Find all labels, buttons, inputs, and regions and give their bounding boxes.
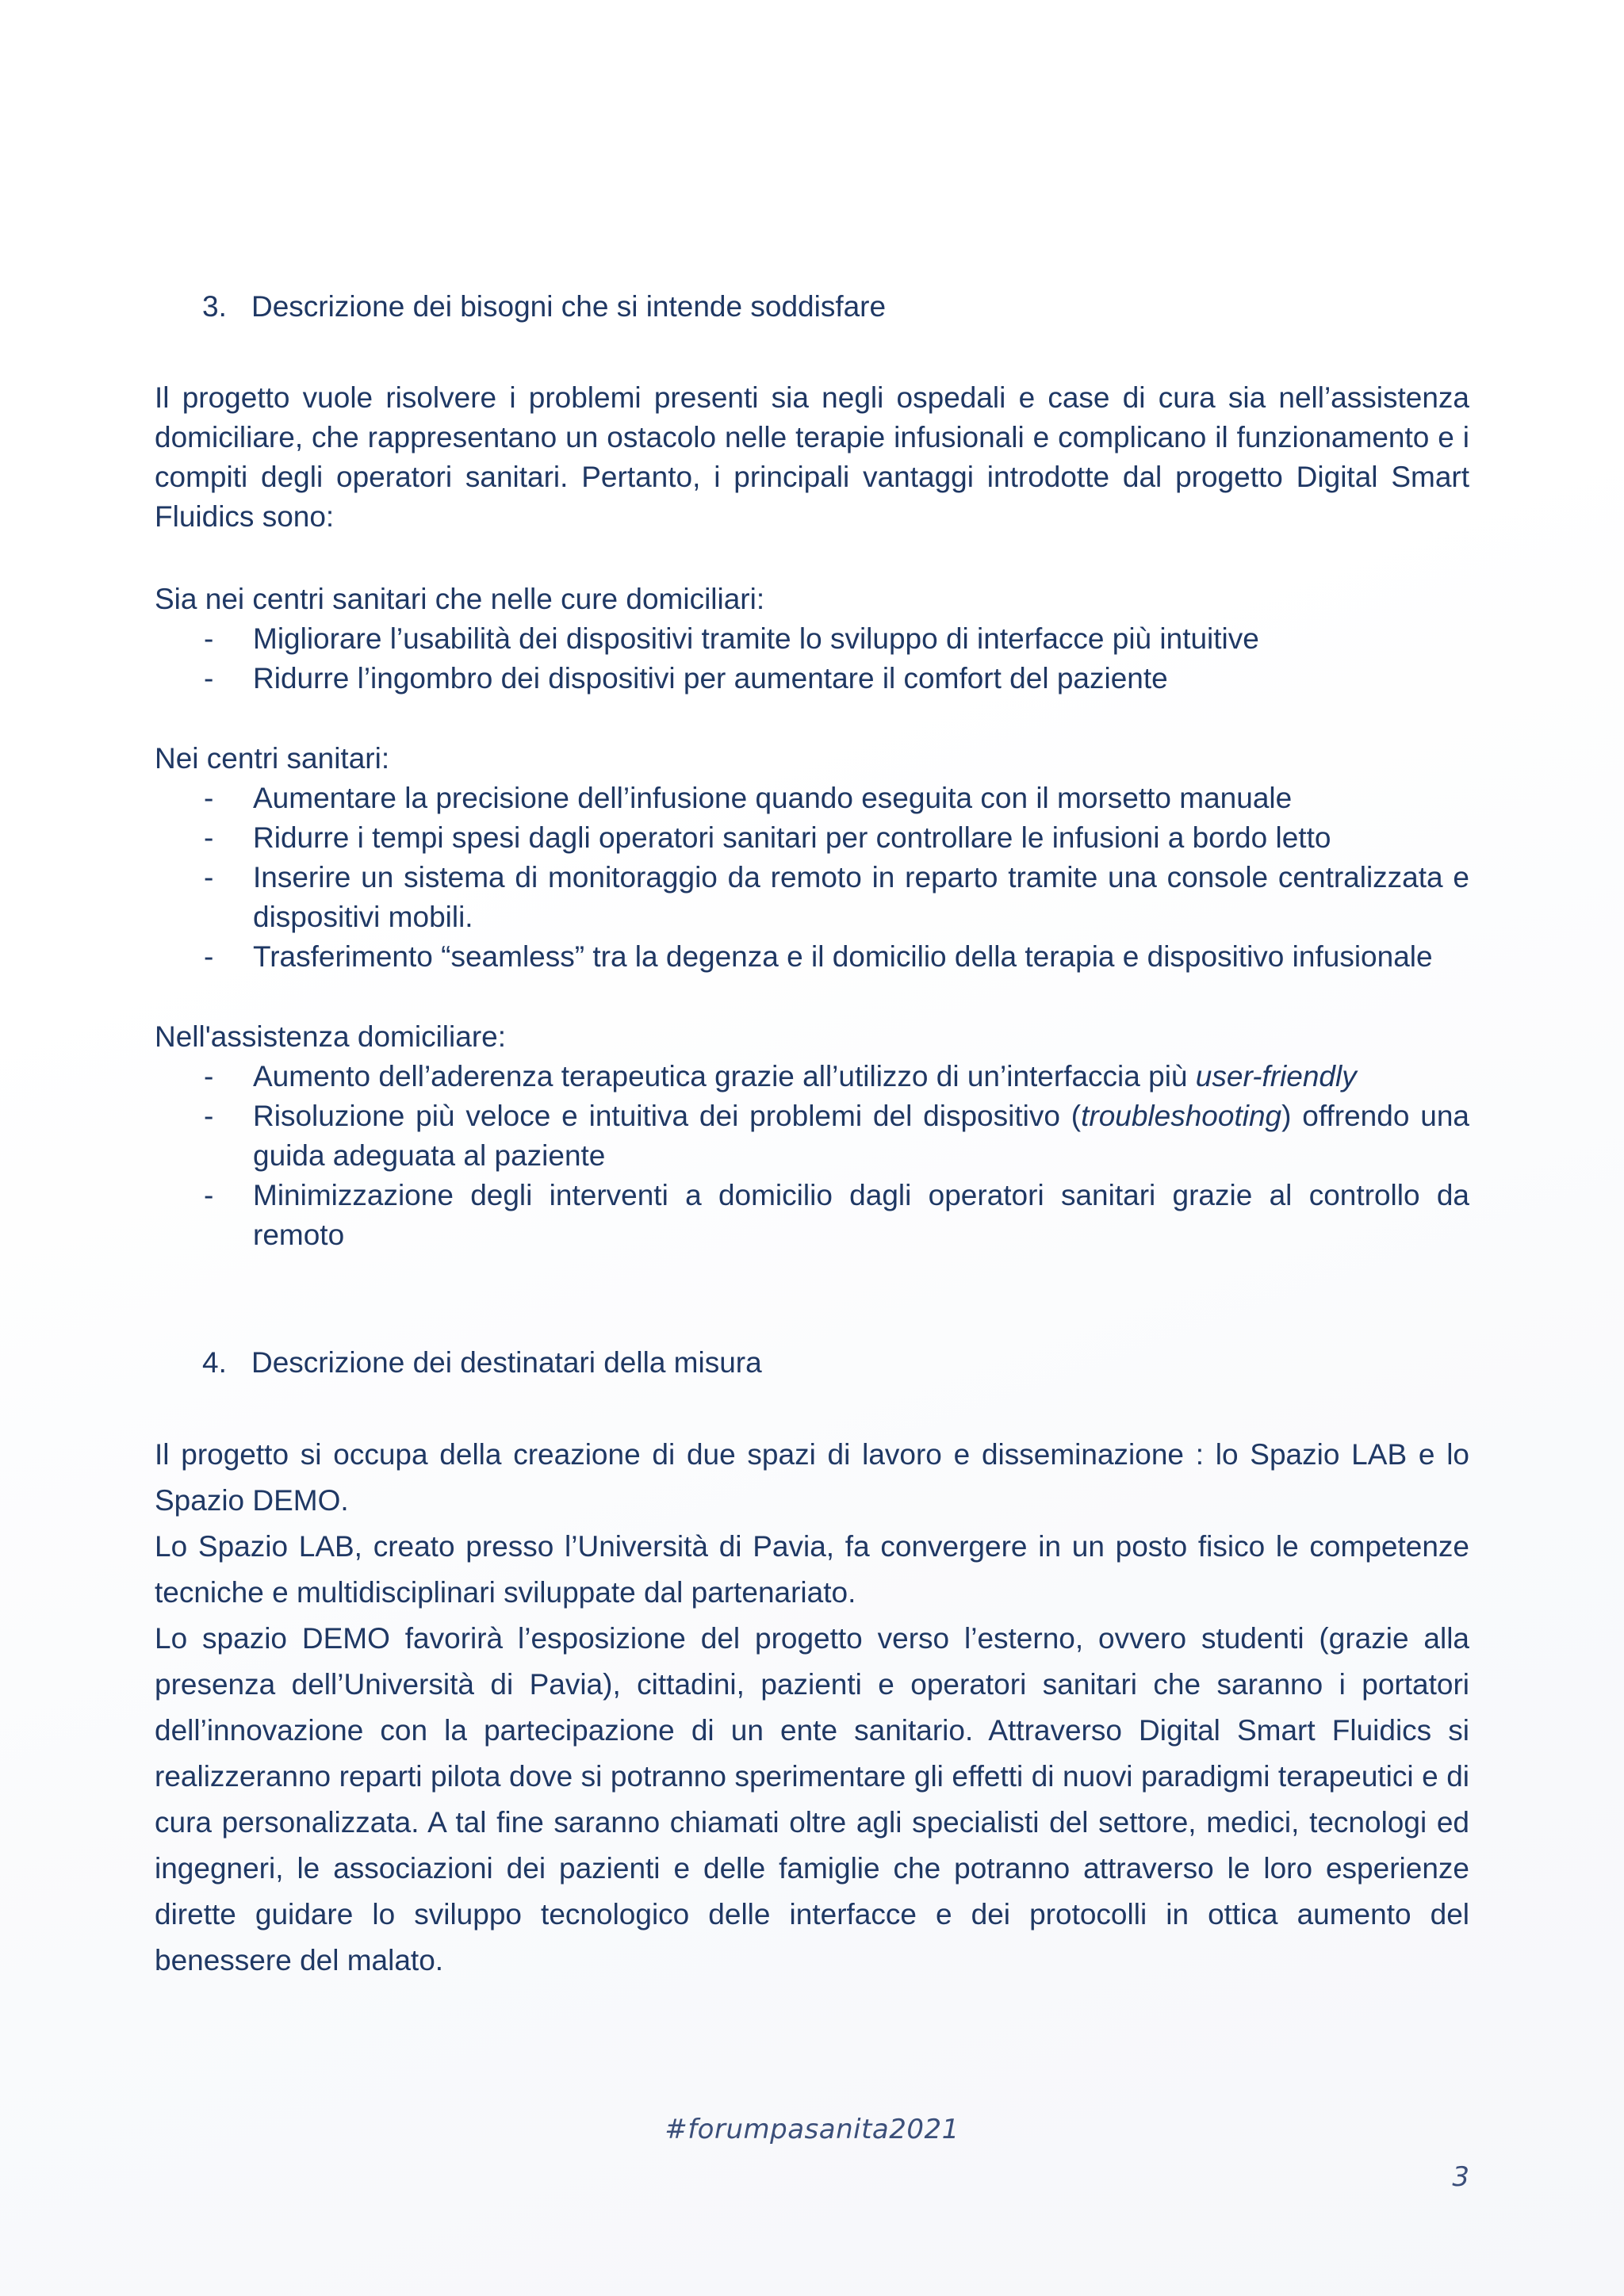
- list-item-text: Ridurre i tempi spesi dagli operatori sanitari per controllare le infusioni a bordo letto: [253, 821, 1331, 854]
- list-item: [204, 1176, 1469, 1255]
- list-item-text: Aumentare la precisione dell’infusione quando eseguita con il morsetto manuale: [253, 782, 1293, 814]
- list-item-text: Migliorare l’usabilità dei dispositivi tramite lo sviluppo di interfacce più intuitive: [253, 622, 1259, 655]
- page-number: 3: [1452, 2161, 1469, 2193]
- list-item: [204, 858, 1469, 937]
- footer-hashtag: #forumpasanita2021: [665, 2114, 959, 2145]
- list-item-text: Minimizzazione degli interventi a domicilio dagli operatori sanitari grazie al controllo da remoto: [253, 1179, 1469, 1251]
- section-4-paragraph-1: Il progetto si occupa della creazione di due spazi di lavoro e disseminazione : lo Spazio LAB e lo Spazio DEMO.: [155, 1438, 1469, 1517]
- list-item-text-before: Risoluzione più veloce e intuitiva dei problemi del dispositivo (: [253, 1100, 1082, 1132]
- list-item: [204, 1096, 1469, 1176]
- list-item-text: Inserire un sistema di monitoraggio da remoto in reparto tramite una console centralizzata e dispositivi mobili.: [253, 861, 1469, 933]
- list-item-text-italic: user-friendly: [1195, 1060, 1357, 1093]
- group-2-lead: Nei centri sanitari:: [155, 742, 390, 775]
- group-3-lead: Nell'assistenza domiciliare:: [155, 1020, 507, 1053]
- list-item-text-italic: troubleshooting: [1081, 1100, 1282, 1132]
- bullet-dash: -: [204, 662, 214, 695]
- list-item-text-after: ) offrendo una guida adeguata al paziente: [253, 1100, 1469, 1172]
- section-3-number: 3.: [202, 290, 227, 323]
- bullet-dash: -: [204, 940, 214, 973]
- section-3-title: Descrizione dei bisogni che si intende soddisfare: [251, 290, 887, 323]
- list-item: [204, 659, 1469, 698]
- list-item-text-before: Aumento dell’aderenza terapeutica grazie all’utilizzo di un’interfaccia più: [253, 1060, 1196, 1093]
- bullet-dash: -: [204, 821, 214, 854]
- section-4-paragraph-3: Lo spazio DEMO favorirà l’esposizione del progetto verso l’esterno, ovvero studenti (grazie alla presenza dell’Università di Pavia), cittadini, pazienti e operatori sanitari che saranno i portatori dell’innovazione con la partecipazione di un ente sanitario. Attraverso Digital Smart Fluidics si realizzeranno reparti pilota dove si potranno sperimentare gli effetti di nuovi paradigmi terapeutici e di cura personalizzata. A tal fine saranno chiamati oltre agli specialisti del settore, medici, tecnologi ed ingegneri, le associazioni dei pazienti e delle famiglie che potranno attraverso le loro esperienze dirette guidare lo sviluppo tecnologico delle interfacce e dei protocolli in ottica aumento del benessere del malato.: [155, 1622, 1469, 1976]
- group-3-list: [204, 1057, 1469, 1255]
- list-item-text: Ridurre l’ingombro dei dispositivi per aumentare il comfort del paziente: [253, 662, 1168, 695]
- list-item: [204, 937, 1469, 977]
- group-1-lead: Sia nei centri sanitari che nelle cure domiciliari:: [155, 583, 765, 615]
- section-4-paragraph-2: Lo Spazio LAB, creato presso l’Università di Pavia, fa convergere in un posto fisico le competenze tecniche e multidisciplinari sviluppate dal partenariato.: [155, 1530, 1469, 1609]
- group-1-list: [204, 619, 1469, 698]
- section-3-intro: Il progetto vuole risolvere i problemi presenti sia negli ospedali e case di cura sia nell’assistenza domiciliare, che rappresentano un ostacolo nelle terapie infusionali e complicano il funzionamento e i compiti degli operatori sanitari. Pertanto, i principali vantaggi introdotte dal progetto Digital Smart Fluidics sono:: [155, 381, 1469, 533]
- group-2-list: [204, 779, 1469, 977]
- bullet-dash: -: [204, 1100, 214, 1132]
- section-3-heading: [202, 287, 886, 327]
- list-item: [204, 619, 1469, 659]
- section-4-number: 4.: [202, 1346, 227, 1379]
- list-item: [204, 1057, 1469, 1096]
- list-item: [204, 818, 1469, 858]
- section-4-heading: [202, 1343, 762, 1383]
- bullet-dash: -: [204, 1179, 214, 1211]
- list-item-text: Trasferimento “seamless” tra la degenza e il domicilio della terapia e dispositivo infusionale: [253, 940, 1433, 973]
- list-item: [204, 779, 1469, 818]
- bullet-dash: -: [204, 782, 214, 814]
- bullet-dash: -: [204, 861, 214, 894]
- bullet-dash: -: [204, 622, 214, 655]
- bullet-dash: -: [204, 1060, 214, 1093]
- section-4-title: Descrizione dei destinatari della misura: [251, 1346, 762, 1379]
